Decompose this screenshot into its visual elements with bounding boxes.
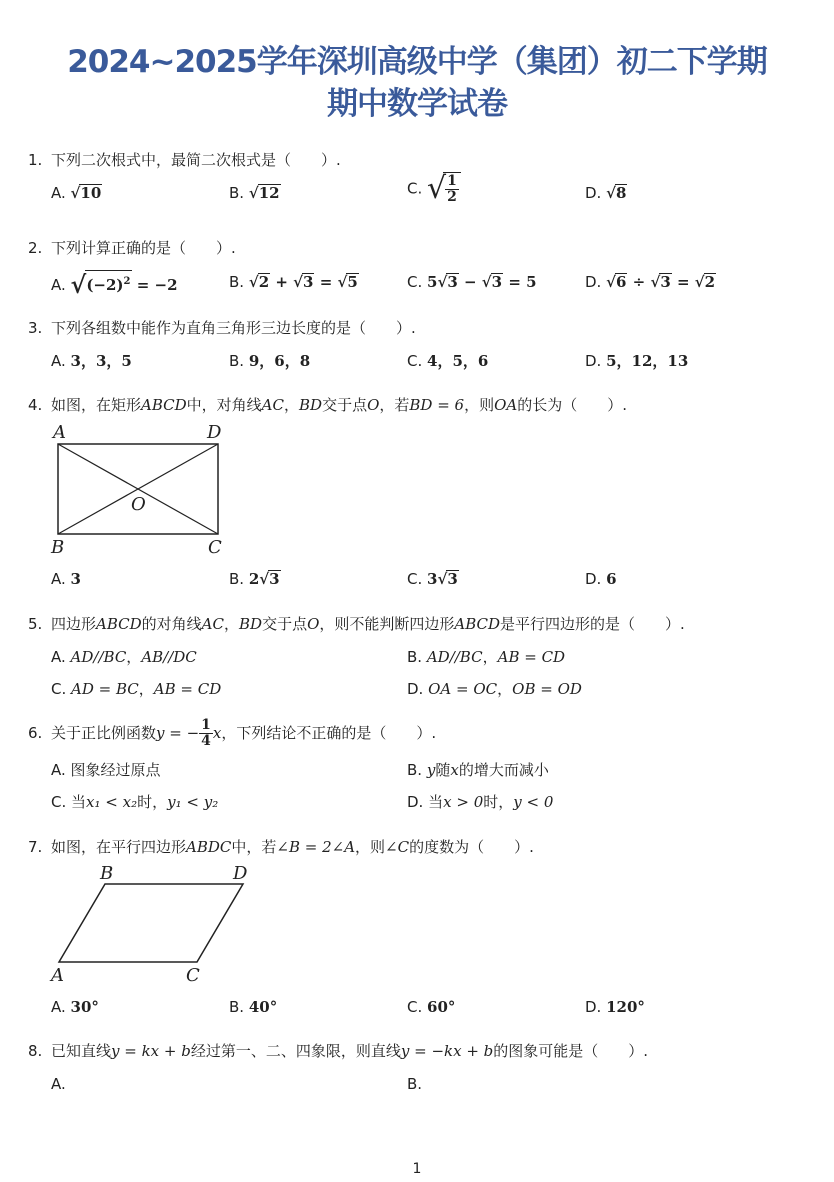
question-7	[28, 837, 534, 857]
option-text: 图象经过原点	[70, 761, 161, 779]
option-label: C.	[51, 793, 67, 811]
radicand: 12	[258, 184, 280, 202]
option-label: B.	[229, 184, 245, 202]
q4-option-b[interactable]: B. 2√3	[229, 570, 280, 588]
radicand: 3	[447, 570, 458, 588]
question-2	[28, 238, 236, 258]
question-stem: ，若	[379, 396, 410, 414]
option-label: A.	[51, 761, 66, 779]
option-label: D.	[585, 273, 602, 291]
radicand: 2	[258, 273, 270, 291]
math: x	[450, 761, 459, 779]
radicand: 3	[660, 273, 671, 291]
option-value: 120°	[606, 998, 645, 1016]
separator: ，	[138, 680, 154, 698]
q3-option-a[interactable]	[51, 351, 132, 371]
option-label: C.	[407, 179, 423, 198]
radicand: 3	[269, 570, 280, 588]
question-stem: 的长为（ ）.	[517, 396, 628, 414]
q2-option-b[interactable]: B. √2 + √3 = √5	[229, 273, 358, 291]
q4-option-d[interactable]	[585, 569, 617, 589]
math: O	[367, 396, 380, 414]
option-label: D.	[407, 680, 424, 698]
option-label: C.	[407, 998, 423, 1016]
question-stem: 下列二次根式中，最简二次根式是（ ）.	[51, 151, 341, 169]
math: OA	[494, 396, 518, 414]
q5-option-a[interactable]	[51, 647, 197, 667]
option-label: D.	[585, 352, 602, 370]
question-stem: 中，对角线	[186, 396, 262, 414]
question-stem: 中，若	[231, 838, 277, 856]
option-label: B.	[407, 1075, 423, 1093]
option-value: 3	[70, 570, 81, 588]
vertex-label-b: B	[100, 863, 114, 884]
vertex-label-c: C	[208, 537, 222, 558]
math: y = −kx + b	[400, 1042, 494, 1060]
math: AC	[201, 615, 224, 633]
separator: ，	[126, 648, 142, 666]
question-stem: ，则不能判断四边形	[319, 615, 455, 633]
q5-option-b[interactable]	[407, 647, 565, 667]
exponent: 2	[123, 276, 131, 287]
parallelogram-abdc	[59, 884, 243, 962]
question-8	[28, 1041, 648, 1061]
question-4	[28, 395, 627, 415]
page-title-line1: 2024~2025学年深圳高级中学（集团）初二下学期	[67, 44, 767, 80]
radicand: 3	[491, 273, 503, 291]
equation-rest: = −2	[136, 276, 178, 294]
page-title-line2: 期中数学试卷	[327, 86, 507, 122]
q8-option-b[interactable]	[407, 1074, 422, 1094]
math: x	[212, 724, 222, 742]
option-value: 4，5，6	[427, 352, 489, 370]
q6-option-d[interactable]	[407, 792, 553, 812]
option-label: A.	[51, 276, 66, 294]
option-label: A.	[51, 352, 66, 370]
q3-option-c[interactable]	[407, 351, 488, 371]
option-label: C.	[51, 680, 67, 698]
math: BD	[299, 396, 323, 414]
math: ABCD	[454, 615, 501, 633]
option-label: D.	[585, 184, 602, 202]
math: x₁ < x₂	[86, 793, 138, 811]
question-stem: 已知直线	[51, 1042, 112, 1060]
q3-option-d[interactable]	[585, 351, 688, 371]
q7-option-b[interactable]	[229, 997, 277, 1017]
vertex-label-c: C	[186, 965, 200, 986]
operator: ÷	[632, 273, 646, 291]
q6-option-c[interactable]	[51, 792, 218, 812]
question-stem: 经过第一、二、四象限，则直线	[190, 1042, 401, 1060]
question-number: 3.	[28, 319, 43, 337]
question-stem: 下列计算正确的是（ ）.	[51, 239, 236, 257]
math: y₁ < y₂	[167, 793, 219, 811]
radicand: 2	[704, 273, 716, 291]
question-number: 6.	[28, 724, 43, 742]
question-stem: 交于点	[322, 396, 368, 414]
radicand: 3	[447, 273, 458, 291]
question-5	[28, 614, 685, 634]
coefficient: 5	[427, 273, 438, 291]
q5-option-d[interactable]	[407, 679, 582, 699]
operator: =	[676, 273, 690, 291]
option-label: B.	[229, 570, 245, 588]
option-value: 9，6，8	[248, 352, 311, 370]
page-number: 1	[412, 1161, 422, 1177]
math: O	[307, 615, 320, 633]
q6-option-b[interactable]	[407, 760, 549, 780]
question-stem: ，下列结论不正确的是（ ）.	[221, 724, 437, 742]
question-stem: 的对角线	[141, 615, 202, 633]
math: AB//DC	[141, 648, 197, 666]
option-label: C.	[407, 570, 423, 588]
option-label: B.	[229, 998, 245, 1016]
option-label: B.	[229, 352, 245, 370]
math: AB = CD	[153, 680, 222, 698]
question-number: 2.	[28, 239, 43, 257]
question-stem: 交于点	[262, 615, 308, 633]
math: ABCD	[96, 615, 142, 633]
q3-option-b[interactable]	[229, 351, 310, 371]
option-label: A.	[51, 648, 66, 666]
q1-option-d[interactable]: D. √8	[585, 184, 627, 202]
operator: =	[319, 273, 333, 291]
option-value: 5，12，13	[606, 352, 689, 370]
question-stem: 的图象可能是（ ）.	[493, 1042, 649, 1060]
question-stem: 关于正比例函数	[51, 724, 157, 742]
question-stem: 的度数为（ ）.	[409, 838, 534, 856]
option-text: 时，	[137, 793, 168, 811]
option-label: C.	[407, 352, 423, 370]
fraction-numerator: 1	[447, 173, 457, 189]
question-stem: 四边形	[51, 615, 97, 633]
separator: ，	[283, 396, 299, 414]
math: OA = OC	[428, 680, 498, 698]
option-text: 的增大而减小	[458, 761, 549, 779]
question-number: 4.	[28, 396, 43, 414]
question-stem: ，则	[355, 838, 386, 856]
radicand: 6	[615, 273, 627, 291]
math: AB = CD	[497, 648, 566, 666]
option-label: A.	[51, 1075, 66, 1093]
fraction-denominator: 2	[447, 189, 457, 205]
q7-option-a[interactable]	[51, 997, 99, 1017]
question-stem: ，则	[464, 396, 495, 414]
option-value: 3，3，5	[70, 352, 132, 370]
math: ∠B = 2∠A	[276, 838, 356, 856]
option-text: 当	[428, 793, 444, 811]
rectangle-figure	[45, 420, 245, 560]
option-label: B.	[229, 273, 245, 291]
operator: +	[275, 273, 288, 291]
q6-option-a[interactable]	[51, 760, 161, 780]
q7-option-d[interactable]	[585, 997, 645, 1017]
q8-option-a[interactable]	[51, 1074, 66, 1094]
option-label: B.	[407, 761, 423, 779]
math: AD = BC	[71, 680, 139, 698]
operator: −	[464, 273, 477, 291]
option-label: B.	[407, 648, 423, 666]
separator: ，	[482, 648, 498, 666]
coefficient: 2	[248, 570, 260, 588]
question-stem: 下列各组数中能作为直角三角形三边长度的是（ ）.	[51, 319, 416, 337]
vertex-label-d: D	[233, 863, 248, 884]
option-label: A.	[51, 184, 66, 202]
math: ∠C	[385, 838, 410, 856]
math: ABCD	[141, 396, 187, 414]
radicand: 8	[615, 184, 627, 202]
q1-option-c[interactable]: C. √ $\frac{1}{2}$	[407, 172, 461, 206]
question-number: 7.	[28, 838, 43, 856]
math: y = −	[156, 724, 200, 742]
math: BD	[239, 615, 263, 633]
q7-option-c[interactable]	[407, 997, 455, 1017]
option-label: D.	[585, 570, 602, 588]
option-label: C.	[407, 273, 423, 291]
option-text: 当	[71, 793, 87, 811]
vertex-label-a: A	[53, 422, 66, 443]
question-stem: 如图，在矩形	[51, 396, 142, 414]
q2-option-d[interactable]: D. √6 ÷ √3 = √2	[585, 273, 716, 291]
question-3	[28, 318, 416, 338]
option-value: 60°	[427, 998, 456, 1016]
option-label: A.	[51, 998, 66, 1016]
math: ABDC	[186, 838, 232, 856]
option-value: 40°	[248, 998, 278, 1016]
option-text: 随	[435, 761, 451, 779]
math: y	[426, 761, 436, 779]
math: x > 0	[443, 793, 484, 811]
point-label-o: O	[131, 494, 146, 515]
radicand: 3	[303, 273, 314, 291]
question-stem: 是平行四边形的是（ ）.	[500, 615, 685, 633]
q2-option-c[interactable]: C. 5√3 − √3 = 5	[407, 273, 537, 291]
option-value: 6	[606, 570, 617, 588]
separator: ，	[223, 615, 239, 633]
question-number: 5.	[28, 615, 43, 633]
option-label: D.	[407, 793, 424, 811]
option-label: D.	[585, 998, 602, 1016]
option-value: 30°	[70, 998, 99, 1016]
vertex-label-b: B	[51, 537, 65, 558]
question-6	[28, 716, 436, 750]
parallelogram-figure	[45, 860, 265, 990]
radicand: 5	[347, 273, 358, 291]
q4-option-c[interactable]: C. 3√3	[407, 570, 458, 588]
question-number: 8.	[28, 1042, 43, 1060]
question-stem: 如图，在平行四边形	[51, 838, 187, 856]
radicand: (−2)	[86, 276, 124, 294]
vertex-label-a: A	[51, 965, 64, 986]
separator: ，	[497, 680, 513, 698]
fraction-numerator: 1	[201, 717, 211, 733]
vertex-label-d: D	[207, 422, 222, 443]
question-number: 1.	[28, 151, 43, 169]
math: AD//BC	[70, 648, 127, 666]
q2-option-a[interactable]: A. $√(-2)^2 = -2$	[51, 270, 178, 299]
q1-option-b[interactable]: B. √12	[229, 184, 280, 202]
coefficient: 3	[427, 570, 438, 588]
q1-option-a[interactable]: A. √10	[51, 184, 102, 202]
math: AD//BC	[426, 648, 483, 666]
q5-option-c[interactable]	[51, 679, 221, 699]
math: y = kx + b	[111, 1042, 191, 1060]
math: OB = OD	[512, 680, 582, 698]
math: y < 0	[513, 793, 554, 811]
option-label: A.	[51, 570, 66, 588]
question-1	[28, 150, 341, 170]
fraction-denominator: 4	[201, 733, 211, 749]
q4-option-a[interactable]	[51, 569, 81, 589]
option-text: 时，	[483, 793, 514, 811]
math: AC	[261, 396, 284, 414]
equation-rest: = 5	[508, 273, 537, 291]
radicand: 10	[80, 184, 102, 202]
math: BD = 6	[409, 396, 465, 414]
